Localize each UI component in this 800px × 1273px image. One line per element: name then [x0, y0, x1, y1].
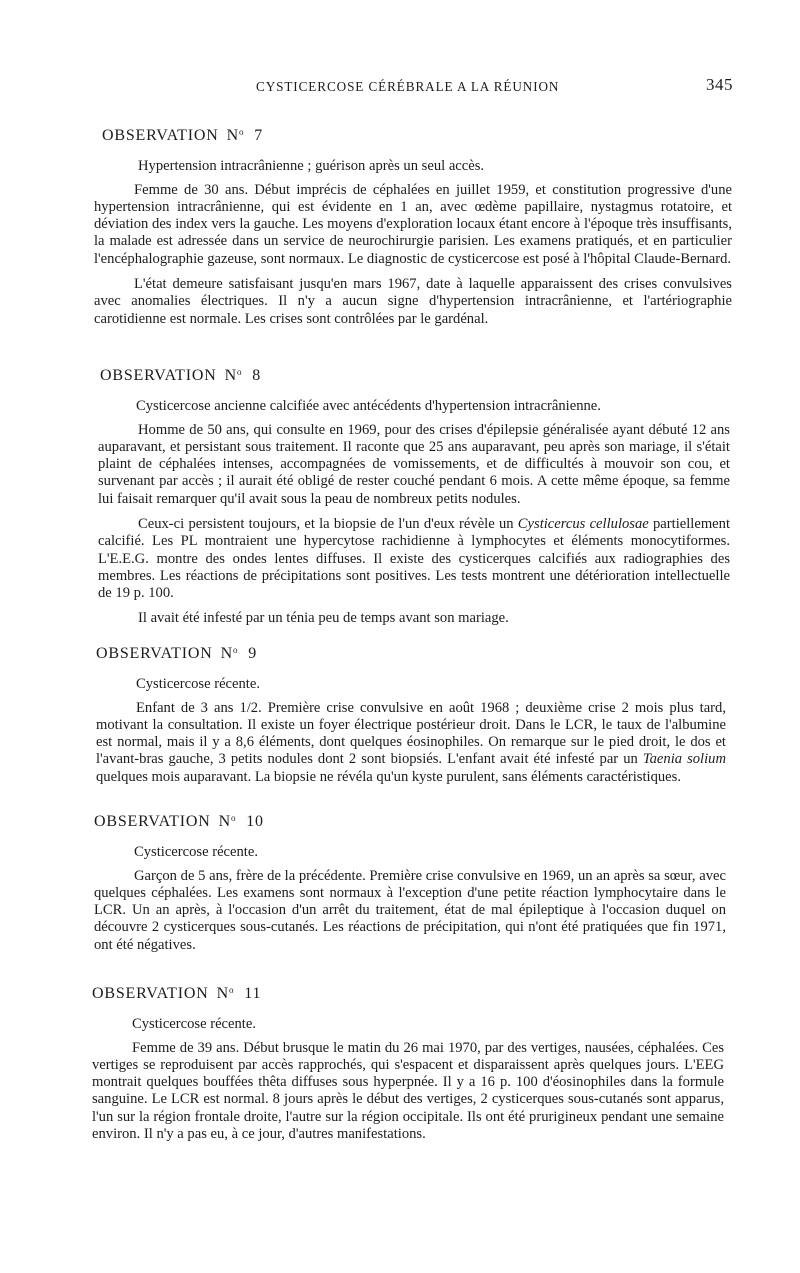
number-label-superscript: o — [230, 813, 237, 823]
species-name: Taenia solium — [642, 751, 726, 768]
observation-heading-word: OBSERVATION — [92, 985, 209, 1002]
number-label-superscript: o — [236, 367, 243, 377]
page-number: 345 — [706, 75, 733, 94]
species-name: Cysticercus cellulosae — [517, 515, 649, 532]
observation-heading-word: OBSERVATION — [94, 813, 211, 830]
observation-number: 8 — [252, 367, 262, 384]
observation-heading — [96, 645, 726, 663]
observation-subtitle: Cysticercose ancienne calcifiée avec antécédents d'hypertension intracrânienne. — [136, 398, 601, 414]
number-label-superscript: o — [238, 127, 245, 137]
observation-subtitle: Cysticercose récente. — [134, 844, 258, 860]
observation-paragraph: Femme de 30 ans. Début imprécis de céphalées en juillet 1959, et constitution progressive d'une hypertension intracrânienne, qui est évidente en 1 an, avec œdème papillaire, nystagmus rotatoire, et déviation des index vers la gauche. Les moyens d'exploration locaux étant encore à l'époque très insuffisants, la malade est adressée dans un service de neurochirurgie parisien. Les examens pratiqués, et en particulier l'encéphalographie gazeuse, sont normaux. Le diagnostic de cysticercose est posé à l'hôpital Claude-Bernard. — [94, 181, 732, 267]
observation-paragraph: Ceux-ci persistent toujours, et la biopsie de l'un d'eux révèle un Cysticercus cellulosae partiellement calcifié. Les PL montraient une hypercytose rachidienne à lymphocytes et éléments monocytiformes. L'E.E.G. montre des ondes lentes diffuses. Il existe des cysticerques calcifiés aux radiographies des membres. Les réactions de précipitations sont positives. Les tests montrent une détérioration intellectuelle de 19 p. 100. — [98, 515, 730, 602]
observation-paragraph: Garçon de 5 ans, frère de la précédente. Première crise convulsive en 1969, un an après sa sœur, avec quelques céphalées. Les examens sont normaux à l'exception d'une petite réaction lymphocytaire dans le LCR. Un an après, à l'occasion d'un arrêt du traitement, état de mal épileptique à l'occasion duquel on découvre 2 cysticerques sous-cutanés. Les réactions de précipitation, qui n'ont été pratiquées que fin 1971, ont été négatives. — [94, 867, 726, 953]
observation-heading-word: OBSERVATION — [102, 127, 219, 144]
observation-subtitle: Hypertension intracrânienne ; guérison après un seul accès. — [138, 158, 485, 174]
number-label: $N^o$ — [216, 985, 235, 1002]
observation-paragraph: Il avait été infesté par un ténia peu de temps avant son mariage. — [138, 610, 509, 627]
observation-heading — [102, 127, 732, 145]
observation-heading — [92, 985, 724, 1003]
observation-number: 11 — [244, 985, 262, 1002]
observation-heading-word: OBSERVATION — [96, 645, 213, 662]
observation-heading — [100, 367, 730, 385]
observation-7 — [94, 127, 732, 336]
observation-subtitle: Cysticercose récente. — [132, 1016, 256, 1032]
observation-heading — [94, 813, 726, 831]
number-label: $N^o$ — [220, 645, 239, 662]
observation-number: 10 — [246, 813, 264, 830]
running-title: CYSTICERCOSE CÉRÉBRALE A LA RÉUNION — [256, 79, 560, 94]
observation-paragraph: L'état demeure satisfaisant jusqu'en mars 1967, date à laquelle apparaissent des crises convulsives avec anomalies électriques. Il n'y a aucun signe d'hypertension intracrânienne, et l'artériographie carotidienne est normale. Les crises sont contrôlées par le gardénal. — [94, 275, 732, 327]
observation-8 — [100, 367, 730, 636]
observation-9 — [96, 645, 726, 794]
observation-paragraph: Enfant de 3 ans 1/2. Première crise convulsive en août 1968 ; deuxième crise 2 mois plus tard, motivant la consultation. Il existe un foyer électrique postérieur droit. Dans le LCR, le taux de l'albumine est normal, mais il y a 8,6 éléments, dont quelques éosinophiles. On remarque sur le pied droit, le dos et l'avant-bras gauche, 3 petits nodules dont 2 sont biopsiés. L'enfant avait été infesté par un Taenia solium quelques mois auparavant. La biopsie ne révéla qu'un kyste purulent, sans éléments caractéristiques. — [96, 699, 726, 785]
observation-10 — [94, 813, 726, 962]
observation-number: 9 — [248, 645, 258, 662]
observation-subtitle: Cysticercose récente. — [136, 676, 260, 692]
number-label: $N^o$ — [226, 127, 245, 144]
running-header — [0, 75, 800, 101]
observation-paragraph: Homme de 50 ans, qui consulte en 1969, pour des crises d'épilepsie généralisée ayant débuté 12 ans auparavant, et persistant sous traitement. Il raconte que 25 ans auparavant, peu après son mariage, il s'était plaint de céphalées intenses, accompagnées de vomissements, et de difficultés à mouvoir son cou, et survenant par accès ; il aurait été obligé de rester couché pendant 6 mois. A cette même époque, sa femme lui faisait remarquer qu'il avait sous la peau de nombreux petits nodules. — [98, 421, 730, 507]
observation-paragraph: Femme de 39 ans. Début brusque le matin du 26 mai 1970, par des vertiges, nausées, céphalées. Ces vertiges se reproduisent par accès rapprochés, qui s'espacent et disparaissent après quelques jours. L'EEG montrait quelques bouffées thêta diffuses sous hyperpnée. Il y a 16 p. 100 d'éosinophiles dans la formule sanguine. Le LCR est normal. 8 jours après le début des vertiges, 2 cysticerques sous-cutanés sont apparus, l'un sur la région frontale droite, l'autre sur la région occipitale. Ils ont été prurigineux pendant une semaine environ. Il n'y a pas eu, à ce jour, d'autres manifestations. — [92, 1039, 724, 1142]
observation-heading-word: OBSERVATION — [100, 367, 217, 384]
observation-11 — [92, 985, 724, 1151]
number-label: $N^o$ — [224, 367, 243, 384]
number-label-superscript: o — [232, 645, 239, 655]
number-label: $N^o$ — [218, 813, 237, 830]
number-label-superscript: o — [228, 985, 235, 995]
observation-number: 7 — [254, 127, 264, 144]
